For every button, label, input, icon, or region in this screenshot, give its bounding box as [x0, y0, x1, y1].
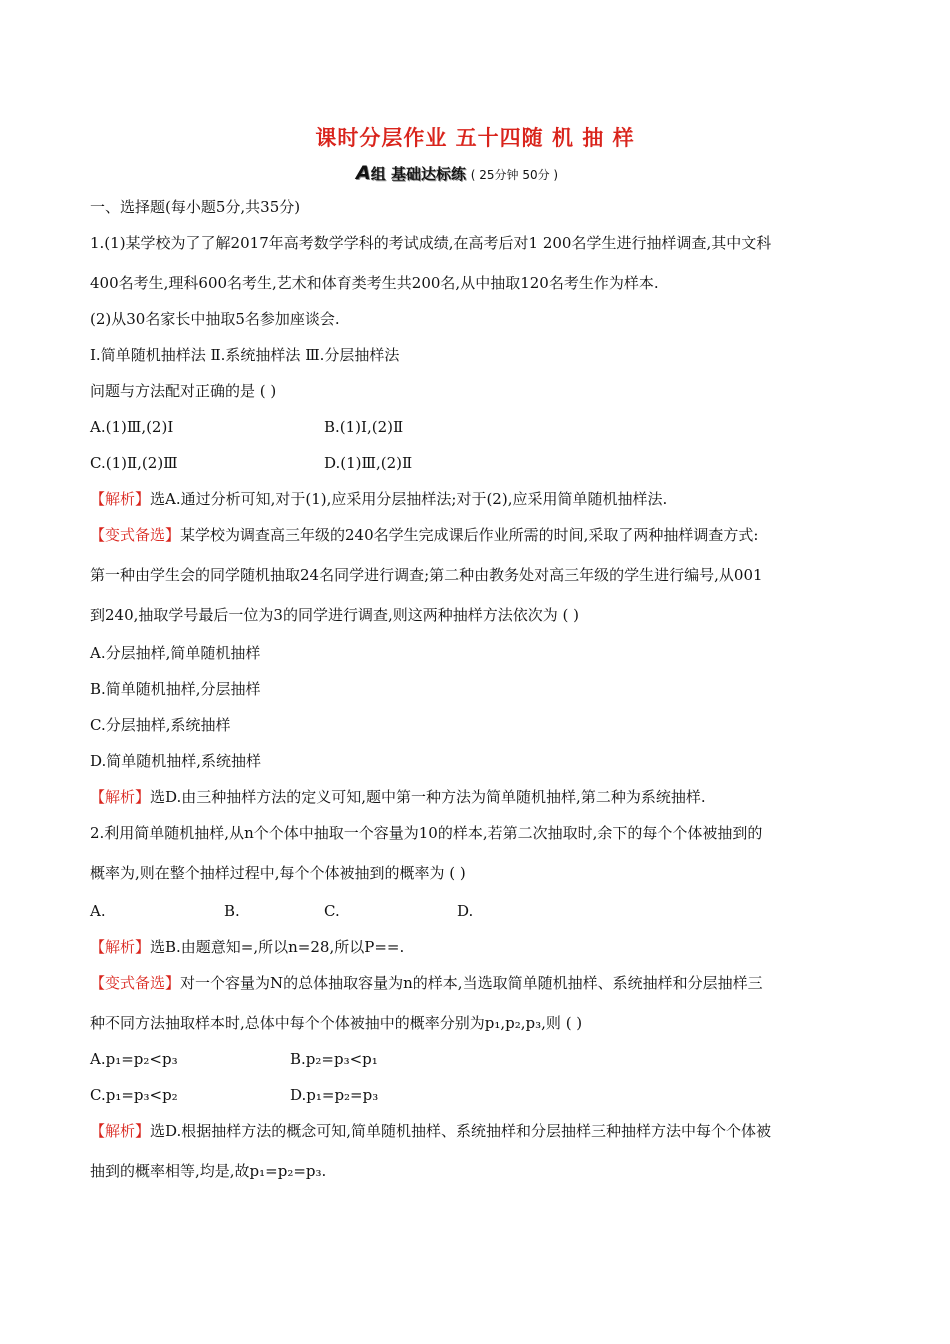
variant-text: 某学校为调查高三年级的240名学生完成课后作业所需的时间,采取了两种抽样调查方式: — [180, 526, 759, 544]
solution-tag: 【解析】 — [90, 788, 151, 806]
variant-text: 对一个容量为N的总体抽取容量为n的样本,当选取简单随机抽样、系统抽样和分层抽样三 — [180, 974, 763, 992]
solution-tag: 【解析】 — [90, 490, 151, 508]
q2-option-a: A. — [90, 902, 106, 920]
q1-option-b: B.(1)Ⅰ,(2)Ⅱ — [324, 418, 404, 436]
q2-option-b: B. — [224, 902, 240, 920]
solution-text: 选D.由三种抽样方法的定义可知,题中第一种方法为简单随机抽样,第二种为系统抽样. — [150, 788, 706, 806]
solution-text: 选D.根据抽样方法的概念可知,简单随机抽样、系统抽样和分层抽样三种抽样方法中每个个体被 — [150, 1122, 772, 1140]
q2-option-d: D. — [457, 902, 474, 920]
q1-line-5: 问题与方法配对正确的是 ( ) — [90, 382, 277, 400]
q1-solution — [90, 490, 667, 508]
q1-option-c: C.(1)Ⅱ,(2)Ⅲ — [90, 454, 178, 472]
q1-line-2: 400名考生,理科600名考生,艺术和体育类考生共200名,从中抽取120名考生作为样本. — [90, 274, 659, 292]
v1-line-2: 第一种由学生会的同学随机抽取24名同学进行调查;第二种由教务处对高三年级的学生进行编号,从001 — [90, 566, 763, 584]
q2-option-c: C. — [324, 902, 340, 920]
v2-option-d: D.p₁=p₂=p₃ — [290, 1086, 379, 1104]
v1-option-a: A.分层抽样,简单随机抽样 — [90, 644, 261, 662]
q2-line-2: 概率为,则在整个抽样过程中,每个个体被抽到的概率为 ( ) — [90, 864, 466, 882]
page-title: 课时分层作业 五十四随 机 抽 样 — [315, 126, 635, 150]
q1-line-3: (2)从30名家长中抽取5名参加座谈会. — [90, 310, 340, 328]
solution-text: 选B.由题意知=,所以n=28,所以P==. — [150, 938, 405, 956]
variant-tag: 【变式备选】 — [90, 526, 181, 544]
v1-option-b: B.简单随机抽样,分层抽样 — [90, 680, 261, 698]
v2-option-c: C.p₁=p₃<p₂ — [90, 1086, 178, 1104]
group-letter: A — [356, 162, 371, 184]
v1-option-c: C.分层抽样,系统抽样 — [90, 716, 231, 734]
group-time: ( 25分钟 50分 ) — [470, 168, 559, 182]
group-name: 组 基础达标练 — [370, 165, 466, 183]
v1-line-3: 到240,抽取学号最后一位为3的同学进行调查,则这两种抽样方法依次为 ( ) — [90, 606, 579, 624]
q1-line-4: Ⅰ.简单随机抽样法 Ⅱ.系统抽样法 Ⅲ.分层抽样法 — [90, 346, 400, 364]
solution-tag: 【解析】 — [90, 1122, 151, 1140]
v1-option-d: D.简单随机抽样,系统抽样 — [90, 752, 262, 770]
q1-option-d: D.(1)Ⅲ,(2)Ⅱ — [324, 454, 413, 472]
solution-tag: 【解析】 — [90, 938, 151, 956]
v2-option-b: B.p₂=p₃<p₁ — [290, 1050, 378, 1068]
section-heading: 一、选择题(每小题5分,共35分) — [90, 198, 301, 216]
q2-line-1: 2.利用简单随机抽样,从n个个体中抽取一个容量为10的样本,若第二次抽取时,余下的每个个体被抽到的 — [90, 824, 763, 842]
variant-tag: 【变式备选】 — [90, 974, 181, 992]
q1-option-a: A.(1)Ⅲ,(2)Ⅰ — [90, 418, 174, 436]
q1-line-1: 1.(1)某学校为了了解2017年高考数学学科的考试成绩,在高考后对1 200名学生进行抽样调查,其中文科 — [90, 234, 772, 252]
v2-solution-line-2: 抽到的概率相等,均是,故p₁=p₂=p₃. — [90, 1162, 327, 1180]
v1-solution — [90, 788, 706, 806]
v2-line-2: 种不同方法抽取样本时,总体中每个个体被抽中的概率分别为p₁,p₂,p₃,则 ( ) — [90, 1014, 583, 1032]
v2-solution-line-1 — [90, 1122, 771, 1140]
group-heading — [356, 162, 558, 184]
v2-line-1 — [90, 974, 763, 992]
v1-line-1 — [90, 526, 758, 544]
solution-text: 选A.通过分析可知,对于(1),应采用分层抽样法;对于(2),应采用简单随机抽样法. — [150, 490, 668, 508]
q2-solution — [90, 938, 404, 956]
v2-option-a: A.p₁=p₂<p₃ — [90, 1050, 178, 1068]
